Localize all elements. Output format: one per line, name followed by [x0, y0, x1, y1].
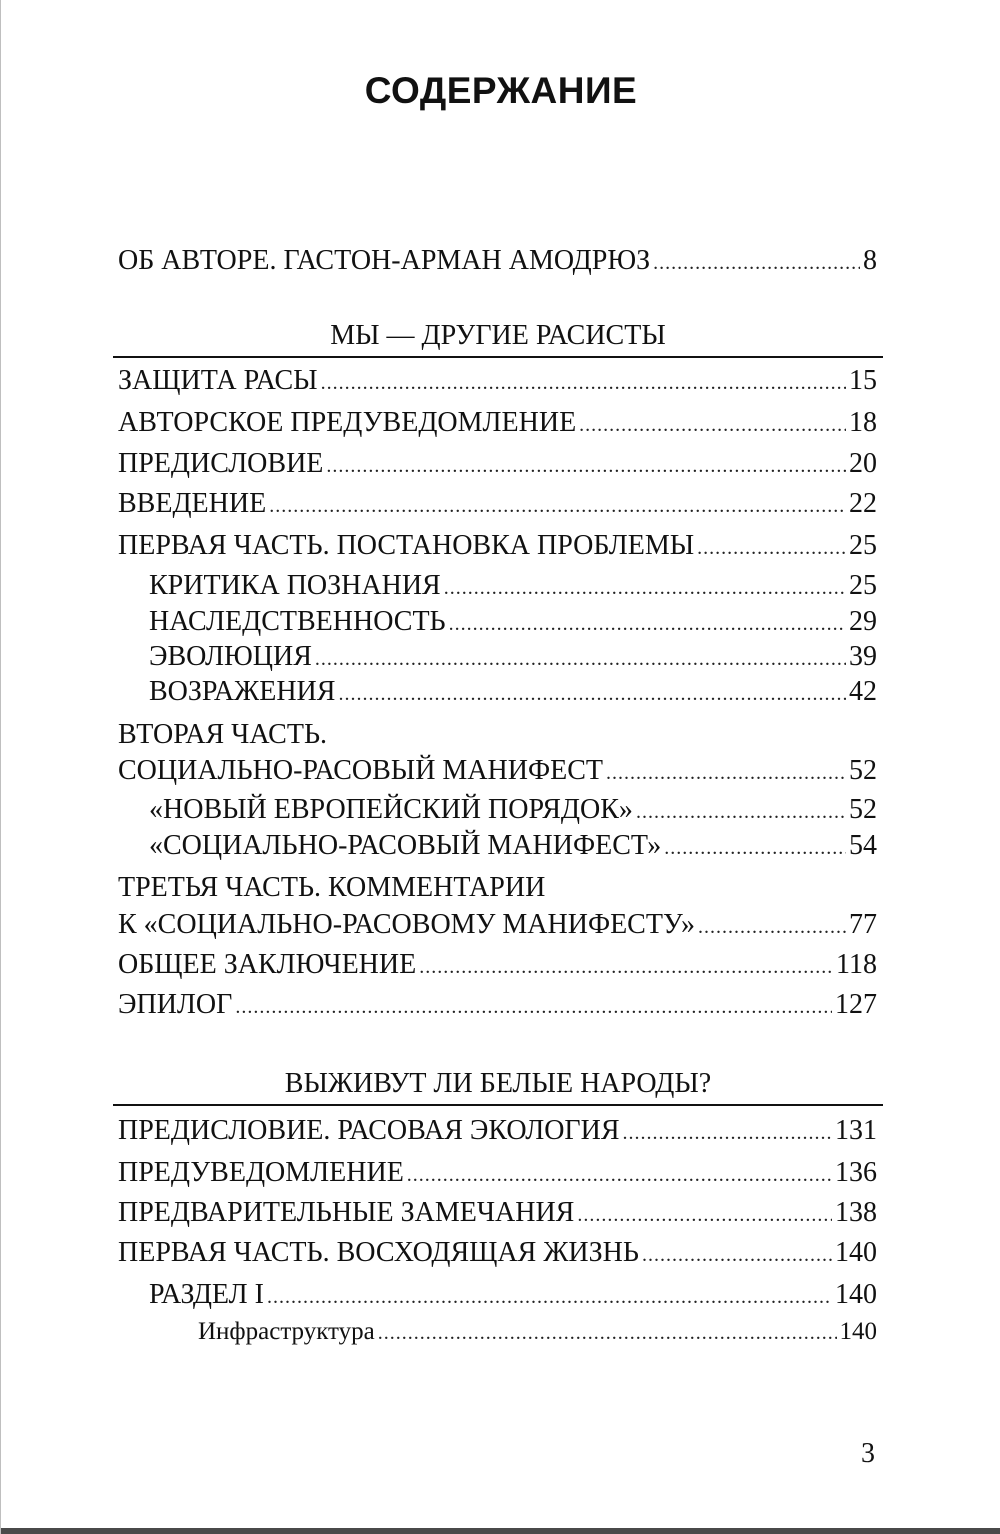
- toc-entry-title-line1: ТРЕТЬЯ ЧАСТЬ. КОММЕНТАРИИ: [118, 872, 546, 903]
- page-number: 3: [861, 1438, 875, 1469]
- toc-subentry: [149, 642, 877, 673]
- toc-entry-title: «СОЦИАЛЬНО-РАСОВЫЙ МАНИФЕСТ»: [149, 830, 662, 861]
- toc-subentry: [149, 677, 877, 708]
- toc-leader-dots: [444, 577, 846, 599]
- page-title: СОДЕРЖАНИЕ: [364, 70, 638, 111]
- toc-subentry: [149, 1280, 877, 1311]
- toc-leader-dots: [653, 252, 860, 274]
- toc-leader-dots: [321, 372, 846, 394]
- toc-entry-page: 118: [836, 949, 877, 980]
- toc-entry-page: 140: [835, 1279, 877, 1310]
- toc-entry-title: ВОЗРАЖЕНИЯ: [149, 676, 336, 707]
- toc-leader-dots: [338, 683, 846, 705]
- toc-entry-page: 25: [849, 530, 877, 561]
- toc-entry: [118, 489, 877, 520]
- toc-entry-title: ЭВОЛЮЦИЯ: [149, 641, 312, 672]
- toc-entry-title: ПЕРВАЯ ЧАСТЬ. ПОСТАНОВКА ПРОБЛЕМЫ: [118, 530, 695, 561]
- toc-entry-page: 42: [849, 676, 877, 707]
- toc-leader-dots: [623, 1122, 832, 1144]
- toc-subentry: [149, 795, 877, 826]
- toc-entry: [118, 990, 877, 1021]
- toc-entry-title-line1: ВТОРАЯ ЧАСТЬ.: [118, 719, 328, 750]
- toc-leader-dots: [698, 916, 846, 938]
- toc-entry: [118, 531, 877, 562]
- toc-leader-dots: [449, 613, 846, 635]
- toc-entry-page: 77: [849, 909, 877, 940]
- toc-entry-title: НАСЛЕДСТВЕННОСТЬ: [149, 606, 446, 637]
- toc-leader-dots: [577, 1204, 832, 1226]
- toc-entry-page: 20: [849, 448, 877, 479]
- toc-entry-page: 140: [835, 1237, 877, 1268]
- toc-entry: [118, 408, 877, 439]
- toc-leader-dots: [269, 495, 846, 517]
- toc-leader-dots: [235, 996, 832, 1018]
- toc-leader-dots: [579, 414, 846, 436]
- toc-leader-dots: [606, 762, 846, 784]
- toc-entry-page: 39: [849, 641, 877, 672]
- toc-entry-title: ПРЕДУВЕДОМЛЕНИЕ: [118, 1157, 404, 1188]
- toc-entry-title: КРИТИКА ПОЗНАНИЯ: [149, 570, 441, 601]
- toc-leader-dots: [419, 956, 833, 978]
- toc-entry-title: РАЗДЕЛ I: [149, 1279, 264, 1310]
- toc-entry-page: 25: [849, 570, 877, 601]
- toc-leader-dots: [642, 1244, 832, 1266]
- toc-entry-page: 54: [849, 830, 877, 861]
- toc-entry-page: 18: [849, 407, 877, 438]
- toc-leader-dots: [267, 1286, 832, 1308]
- toc-entry-title: ОБЩЕЕ ЗАКЛЮЧЕНИЕ: [118, 949, 417, 980]
- toc-entry: [118, 1116, 877, 1147]
- toc-subentry: [149, 607, 877, 638]
- toc-entry-title: ПРЕДВАРИТЕЛЬНЫЕ ЗАМЕЧАНИЯ: [118, 1197, 575, 1228]
- toc-entry-about-author: [118, 246, 877, 277]
- toc-entry-page: 29: [849, 606, 877, 637]
- toc-entry: [118, 756, 877, 787]
- toc-entry-title: ПЕРВАЯ ЧАСТЬ. ВОСХОДЯЩАЯ ЖИЗНЬ: [118, 1237, 639, 1268]
- toc-entry: [118, 950, 877, 981]
- page-bottom-edge: [1, 1528, 1000, 1534]
- toc-entry-page: 8: [863, 245, 877, 276]
- toc-entry-title: ВВЕДЕНИЕ: [118, 488, 267, 519]
- toc-entry-page: 52: [849, 794, 877, 825]
- toc-entry: [118, 910, 877, 941]
- toc-leader-dots: [407, 1164, 832, 1186]
- toc-entry-title: СОЦИАЛЬНО-РАСОВЫЙ МАНИФЕСТ: [118, 755, 603, 786]
- toc-entry-title: ЗАЩИТА РАСЫ: [118, 365, 318, 396]
- toc-entry: [118, 366, 877, 397]
- toc-entry-page: 140: [839, 1318, 877, 1345]
- toc-entry: [118, 1238, 877, 1269]
- toc-entry-page: 15: [849, 365, 877, 396]
- toc-entry-title: АВТОРСКОЕ ПРЕДУВЕДОМЛЕНИЕ: [118, 407, 577, 438]
- toc-entry-title: ЭПИЛОГ: [118, 989, 233, 1020]
- toc-leader-dots: [636, 801, 846, 823]
- toc-subentry: [149, 571, 877, 602]
- toc-leader-dots: [664, 837, 846, 859]
- toc-leader-dots: [378, 1322, 837, 1344]
- toc-entry-title: ОБ АВТОРЕ. ГАСТОН-АРМАН АМОДРЮЗ: [118, 245, 651, 276]
- toc-entry-title: ПРЕДИСЛОВИЕ. РАСОВАЯ ЭКОЛОГИЯ: [118, 1115, 620, 1146]
- toc-leader-dots: [697, 537, 846, 559]
- toc-entry: [118, 449, 877, 480]
- toc-entry-page: 22: [849, 488, 877, 519]
- toc-entry-page: 131: [835, 1115, 877, 1146]
- toc-entry-title: ПРЕДИСЛОВИЕ: [118, 448, 324, 479]
- section-heading-we-other-racists: МЫ — ДРУГИЕ РАСИСТЫ: [113, 320, 883, 358]
- section-heading-will-white-peoples-survive: ВЫЖИВУТ ЛИ БЕЛЫЕ НАРОДЫ?: [113, 1068, 883, 1106]
- toc-entry-page: 127: [835, 989, 877, 1020]
- toc-entry-title: «НОВЫЙ ЕВРОПЕЙСКИЙ ПОРЯДОК»: [149, 794, 633, 825]
- toc-leader-dots: [315, 648, 846, 670]
- toc-leader-dots: [326, 455, 846, 477]
- toc-entry: [118, 1198, 877, 1229]
- toc-entry-page: 136: [835, 1157, 877, 1188]
- toc-entry-page: 52: [849, 755, 877, 786]
- toc-entry-title: Инфраструктура: [198, 1318, 375, 1345]
- toc-subsubentry: [198, 1318, 877, 1346]
- toc-entry: [118, 1158, 877, 1189]
- toc-entry-title: К «СОЦИАЛЬНО-РАСОВОМУ МАНИФЕСТУ»: [118, 909, 696, 940]
- toc-subentry: [149, 831, 877, 862]
- toc-entry-page: 138: [835, 1197, 877, 1228]
